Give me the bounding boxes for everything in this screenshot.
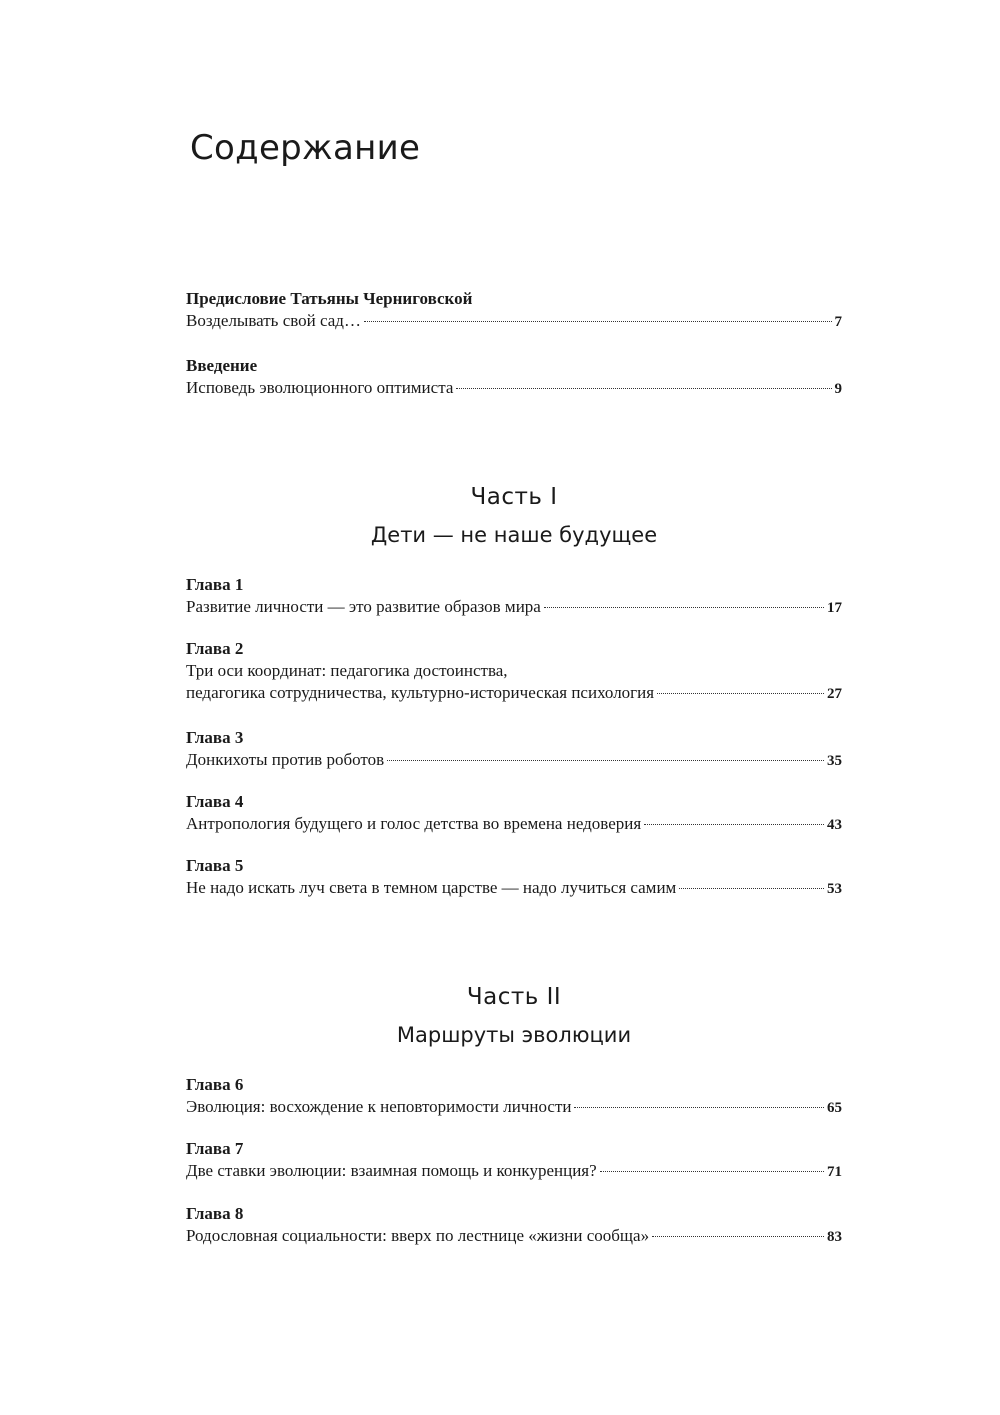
part-label: Часть I [470, 484, 558, 510]
toc-heading: Глава 5 [186, 856, 244, 875]
toc-entry-title: Эволюция: восхождение к неповторимости личности [186, 1097, 572, 1116]
toc-heading: Глава 6 [186, 1075, 244, 1094]
toc-entry-chapter-4[interactable] [186, 791, 842, 835]
toc-entry-title: Не надо искать луч света в темном царстве — надо лучиться самим [186, 878, 677, 897]
dot-leader [652, 1236, 824, 1237]
toc-heading: Предисловие Татьяны Черниговской [186, 289, 473, 308]
toc-entry-title: Развитие личности — это развитие образов мира [186, 597, 541, 616]
dot-leader [456, 388, 831, 389]
page-number: 43 [827, 817, 842, 833]
toc-entry-chapter-2[interactable] [186, 638, 842, 704]
toc-heading: Глава 1 [186, 575, 244, 594]
toc-line[interactable] [186, 749, 842, 771]
toc-entry-chapter-6[interactable] [186, 1074, 842, 1118]
dot-leader [574, 1107, 824, 1108]
toc-entry-chapter-7[interactable] [186, 1138, 842, 1182]
toc-line[interactable] [186, 682, 842, 704]
toc-entry-title: Две ставки эволюции: взаимная помощь и конкуренция? [186, 1161, 597, 1180]
part-2-header [186, 982, 842, 1050]
page-number: 83 [827, 1229, 842, 1245]
toc-line[interactable] [186, 310, 842, 332]
toc-entry-title: Исповедь эволюционного оптимиста [186, 378, 454, 397]
toc-line[interactable] [186, 813, 842, 835]
toc-entry-introduction[interactable] [186, 355, 842, 399]
page-number: 71 [827, 1164, 842, 1180]
page-number: 35 [827, 753, 842, 769]
toc-entry-title: Три оси координат: педагогика достоинства, [186, 661, 508, 680]
toc-line[interactable] [186, 1225, 842, 1247]
toc-entry-chapter-3[interactable] [186, 727, 842, 771]
toc-entry-title: педагогика сотрудничества, культурно-историческая психология [186, 683, 655, 702]
page-number: 7 [834, 314, 842, 330]
dot-leader [387, 760, 824, 761]
toc-line[interactable] [186, 1096, 842, 1118]
page-number: 27 [827, 686, 842, 702]
toc-heading: Глава 8 [186, 1204, 244, 1223]
toc-entry-title: Родословная социальности: вверх по лестнице «жизни сообща» [186, 1226, 650, 1245]
dot-leader [657, 693, 824, 694]
dot-leader [679, 888, 824, 889]
page-number: 65 [827, 1100, 842, 1116]
toc-entry-chapter-5[interactable] [186, 855, 842, 899]
part-title: Дети — не наше будущее [370, 523, 658, 547]
dot-leader [644, 824, 824, 825]
toc-entry-title: Возделывать свой сад… [186, 311, 361, 330]
toc-heading: Глава 4 [186, 792, 244, 811]
page-number: 17 [827, 600, 842, 616]
page-number: 53 [827, 881, 842, 897]
toc-line[interactable] [186, 1160, 842, 1182]
toc-heading: Глава 3 [186, 728, 244, 747]
toc-line[interactable] [186, 596, 842, 618]
toc-line[interactable] [186, 877, 842, 899]
part-title: Маршруты эволюции [396, 1023, 632, 1047]
toc-heading: Введение [186, 356, 258, 375]
toc-entry-title: Донкихоты против роботов [186, 750, 385, 769]
dot-leader [364, 321, 832, 322]
toc-entry-chapter-1[interactable] [186, 574, 842, 618]
toc-entry-chapter-8[interactable] [186, 1203, 842, 1247]
dot-leader [600, 1171, 824, 1172]
part-label: Часть II [466, 984, 562, 1010]
toc-entry-title: Антропология будущего и голос детства во времена недоверия [186, 814, 642, 833]
toc-line[interactable] [186, 660, 842, 682]
page-title: Содержание [190, 128, 421, 168]
part-1-header [186, 482, 842, 550]
page-number: 9 [834, 381, 842, 397]
toc-line[interactable] [186, 377, 842, 399]
toc-heading: Глава 2 [186, 639, 244, 658]
toc-entry-foreword[interactable] [186, 288, 842, 332]
dot-leader [544, 607, 824, 608]
toc-heading: Глава 7 [186, 1139, 244, 1158]
